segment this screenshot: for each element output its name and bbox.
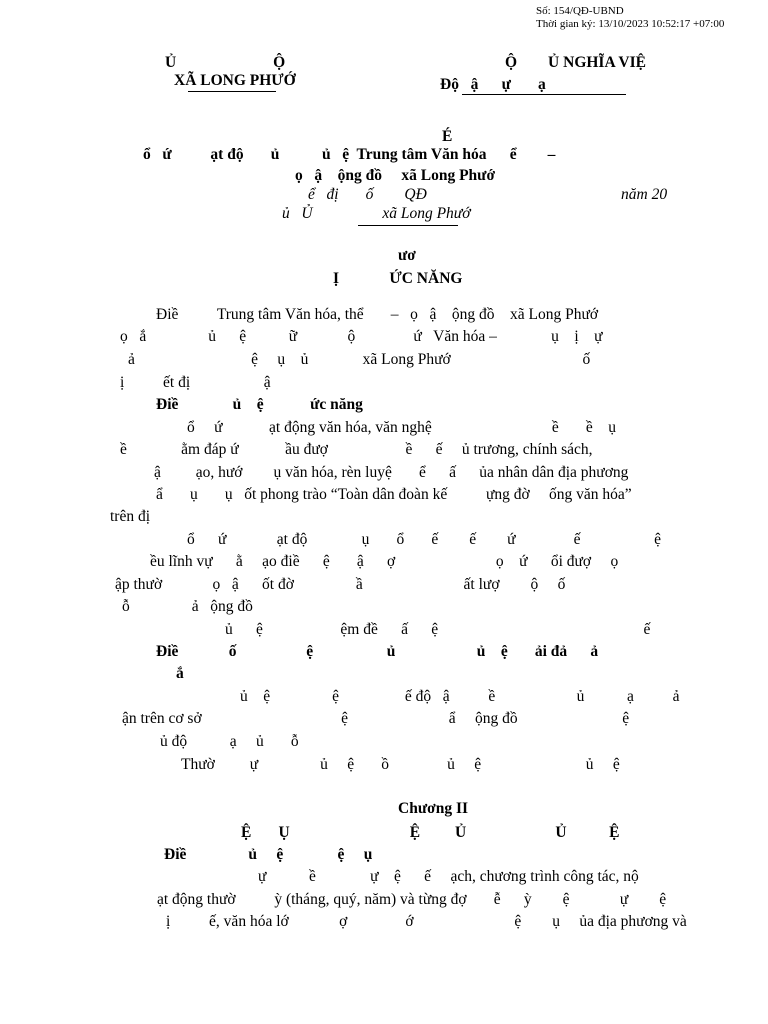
article-heading: Điề ủ ệ ức năng xyxy=(156,396,363,413)
body-line: trên đị xyxy=(110,508,151,525)
signed-time: Thời gian ký: 13/10/2023 10:52:17 +07:00 xyxy=(536,18,725,30)
article-heading: Điề ủ ệ ệ ụ xyxy=(164,846,373,863)
issuer-line-2: XÃ LONG PHƯỚ xyxy=(174,72,296,89)
title-line-2: ổ ứ ạt độ ủ ủ ệ Trung tâm Văn hóa ể – xyxy=(143,146,556,163)
body-line: ập thườ ọ ậ ốt đờ ầ ất lượ ộ ố xyxy=(115,576,566,593)
title-line-5: ủ Ủ xã Long Phướ xyxy=(282,205,471,222)
body-line: ả ệ ụ ủ xã Long Phướ ố xyxy=(128,351,591,368)
chapter-2-label: Chương II xyxy=(398,800,469,817)
body-line: Thườ ự ủ ệ ồ ủ ệ ủ ệ xyxy=(181,756,620,773)
chapter-2-title: Ệ Ụ Ệ Ủ Ủ Ệ xyxy=(241,824,620,841)
national-motto: Độ ậ ự ạ xyxy=(440,76,546,93)
body-line: Điề Trung tâm Văn hóa, thể – ọ ậ ộng đồ xã Long Phướ xyxy=(156,306,599,323)
document-number: Số: 154/QĐ-UBND xyxy=(536,5,624,17)
body-line: ậ ạo, hướ ụ văn hóa, rèn luyệ ể ấ ủa nhân dân địa phương xyxy=(154,464,629,481)
body-line: ận trên cơ sở ệ ẩ ộng đồ ệ xyxy=(122,710,630,727)
body-line: ổ ứ ạt động văn hóa, văn nghệ ề ề ụ xyxy=(187,419,616,436)
body-line: ều lĩnh vự ằ ạo điề ệ ậ ợ ọ ứ ổi đượ ọ xyxy=(150,553,619,570)
title-line-1: É xyxy=(442,128,453,145)
body-line: ạt động thườ ỳ (tháng, quý, năm) và từng đợ ễ ỳ ệ ự ệ xyxy=(157,891,667,908)
body-line: ọ ắ ủ ệ ữ ộ ứ Văn hóa – ụ ị ự xyxy=(120,328,603,345)
issuer-line-1: Ủ Ộ xyxy=(165,54,286,71)
body-line: ị ết đị ậ xyxy=(120,374,271,391)
article-heading-cont: ắ xyxy=(176,665,184,682)
title-underline xyxy=(358,225,458,226)
title-line-3: ọ ậ ộng đồ xã Long Phướ xyxy=(295,167,496,184)
issuer-underline xyxy=(188,91,276,92)
body-line: ề ằm đáp ứ ầu đượ ề ế ủ trương, chính sách, xyxy=(120,441,593,458)
body-line: ỗ ả ộng đồ xyxy=(122,598,253,615)
body-line: ủ độ ạ ủ ỗ xyxy=(160,733,299,750)
body-line: ủ ệ ệ ế độ ậ ề ủ ạ ả xyxy=(240,688,680,705)
body-line: ị ế, văn hóa lớ ợ ớ ệ ụ ủa địa phương và xyxy=(166,913,687,930)
chapter-1-title: Ị ỨC NĂNG xyxy=(333,270,463,287)
motto-underline xyxy=(462,94,626,95)
body-line: ự ề ự ệ ế ạch, chương trình công tác, nộ xyxy=(258,868,639,885)
body-line: ẩ ụ ụ ốt phong trào “Toàn dân đoàn kế ựng đờ ống văn hóa” xyxy=(156,486,632,503)
body-line: ủ ệ ệm đề ấ ệ ế xyxy=(225,621,651,638)
body-line: ổ ứ ạt độ ụ ổ ế ế ứ ế ệ xyxy=(187,531,662,548)
chapter-1-label: ươ xyxy=(398,247,416,264)
title-line-4: ể đị ố QĐ xyxy=(308,186,427,203)
national-title: Ộ Ủ NGHĨA VIỆ xyxy=(505,54,646,71)
title-line-4-year: năm 20 xyxy=(621,186,668,203)
article-heading: Điề ố ệ ủ ủ ệ ải đả ả xyxy=(156,643,599,660)
